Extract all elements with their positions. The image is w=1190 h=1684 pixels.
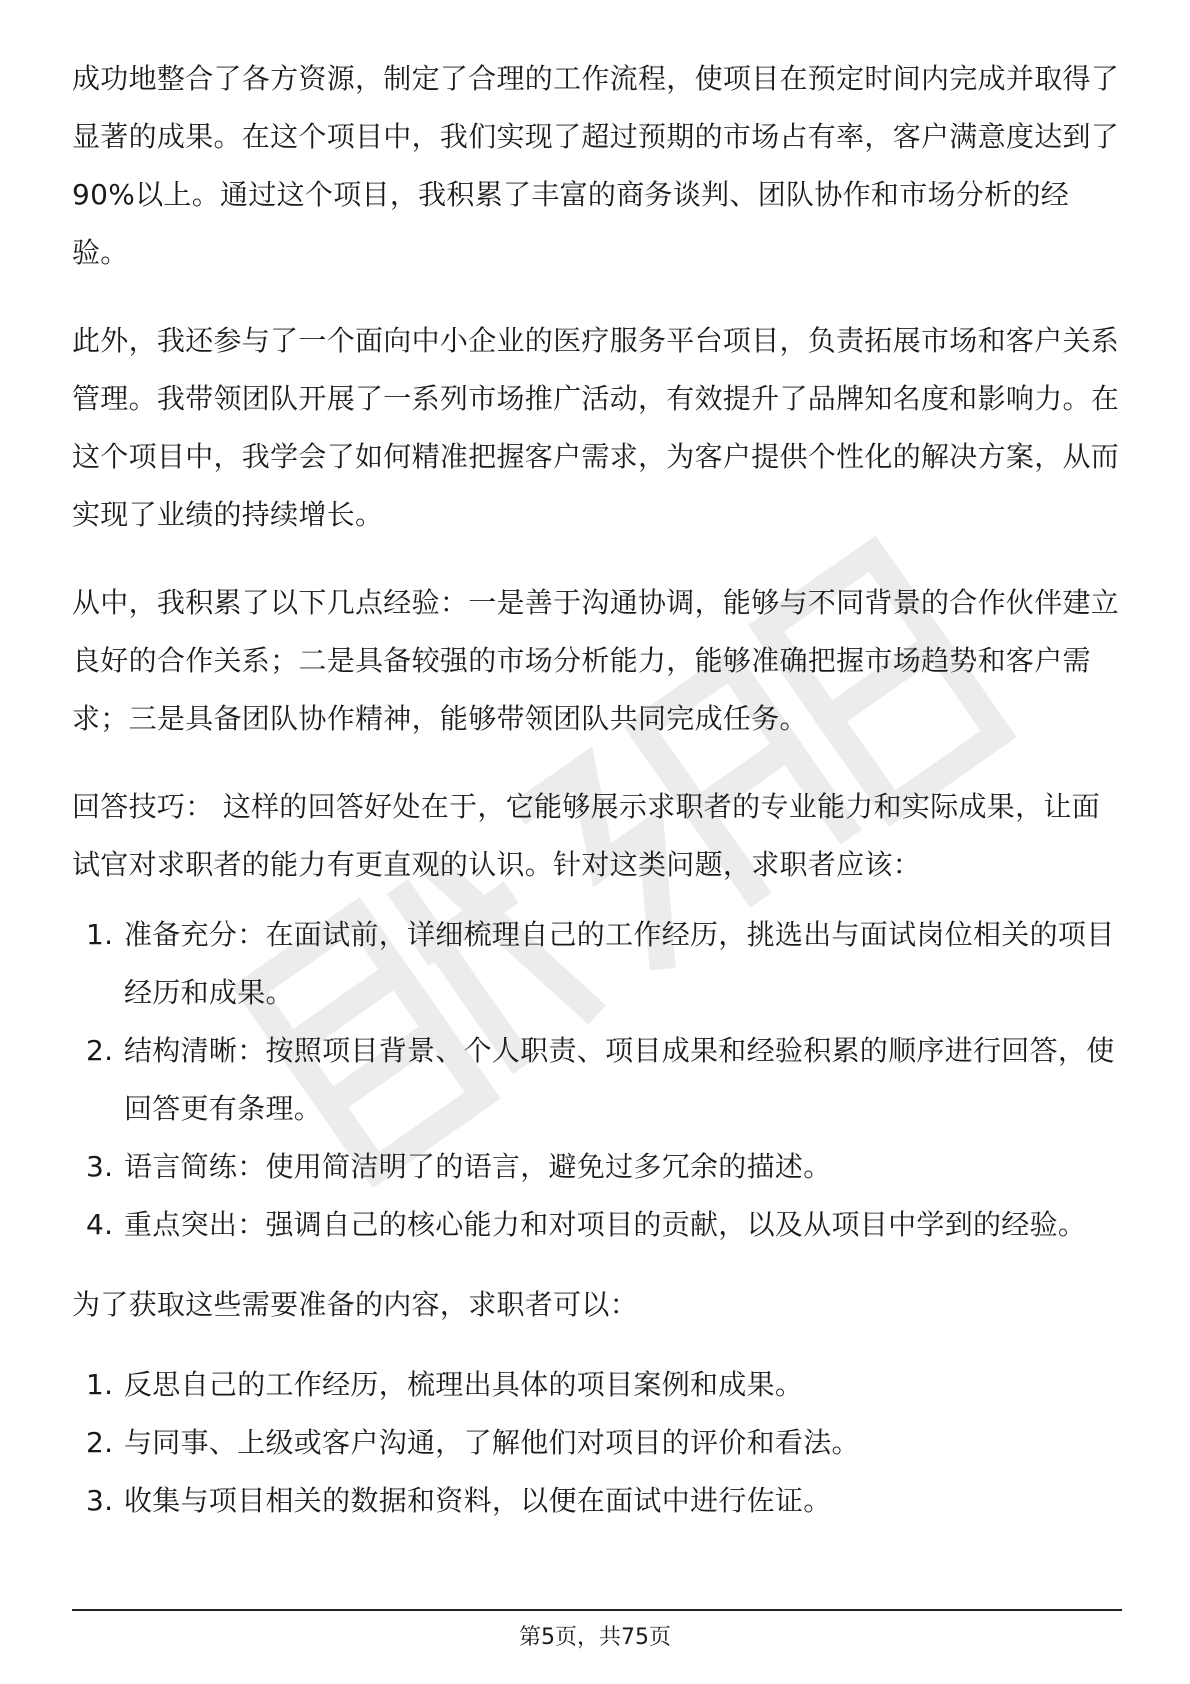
list-item: 1. 反思自己的工作经历，梳理出具体的项目案例和成果。 (86, 1368, 804, 1401)
document-page (72, 50, 1122, 1530)
paragraph-experience-summary: 从中，我积累了以下几点经验：一是善于沟通协调，能够与不同背景的合作伙伴建立良好的合作关系；二是具备较强的市场分析能力，能够准确把握市场趋势和客户需求；三是具备团队协作精神，能够带领团队共同完成任务。 (72, 586, 1120, 735)
paragraph-medical-platform: 此外，我还参与了一个面向中小企业的医疗服务平台项目，负责拓展市场和客户关系管理。我带领团队开展了一系列市场推广活动，有效提升了品牌知名度和影响力。在这个项目中，我学会了如何精准把握客户需求，为客户提供个性化的解决方案，从而实现了业绩的持续增长。 (72, 324, 1120, 531)
list-item: 4. 重点突出：强调自己的核心能力和对项目的贡献，以及从项目中学到的经验。 (86, 1208, 1087, 1241)
list-item: 3. 语言简练：使用简洁明了的语言，避免过多冗余的描述。 (86, 1150, 832, 1183)
tips-list (72, 906, 1122, 1254)
paragraph-project-results: 成功地整合了各方资源，制定了合理的工作流程，使项目在预定时间内完成并取得了显著的成果。在这个项目中，我们实现了超过预期的市场占有率，客户满意度达到了90%以上。通过这个项目，我积累了丰富的商务谈判、团队协作和市场分析的经验。 (72, 62, 1120, 269)
list-item: 1. 准备充分：在面试前，详细梳理自己的工作经历，挑选出与面试岗位相关的项目经历和成果。 (86, 918, 1115, 1009)
paragraph-answer-tips: 回答技巧： 这样的回答好处在于，它能够展示求职者的专业能力和实际成果，让面试官对求职者的能力有更直观的认识。针对这类问题，求职者应该： (72, 790, 1101, 881)
list-item: 3. 收集与项目相关的数据和资料，以便在面试中进行佐证。 (86, 1484, 832, 1517)
list-item: 2. 与同事、上级或客户沟通，了解他们对项目的评价和看法。 (86, 1426, 860, 1459)
page-number: 第5页，共75页 (519, 1625, 671, 1650)
paragraph-prep-intro: 为了获取这些需要准备的内容，求职者可以： (72, 1288, 639, 1321)
footer-divider (72, 1609, 1122, 1611)
prep-list (72, 1356, 1122, 1530)
list-item: 2. 结构清晰：按照项目背景、个人职责、项目成果和经验积累的顺序进行回答，使回答更有条理。 (86, 1034, 1115, 1125)
